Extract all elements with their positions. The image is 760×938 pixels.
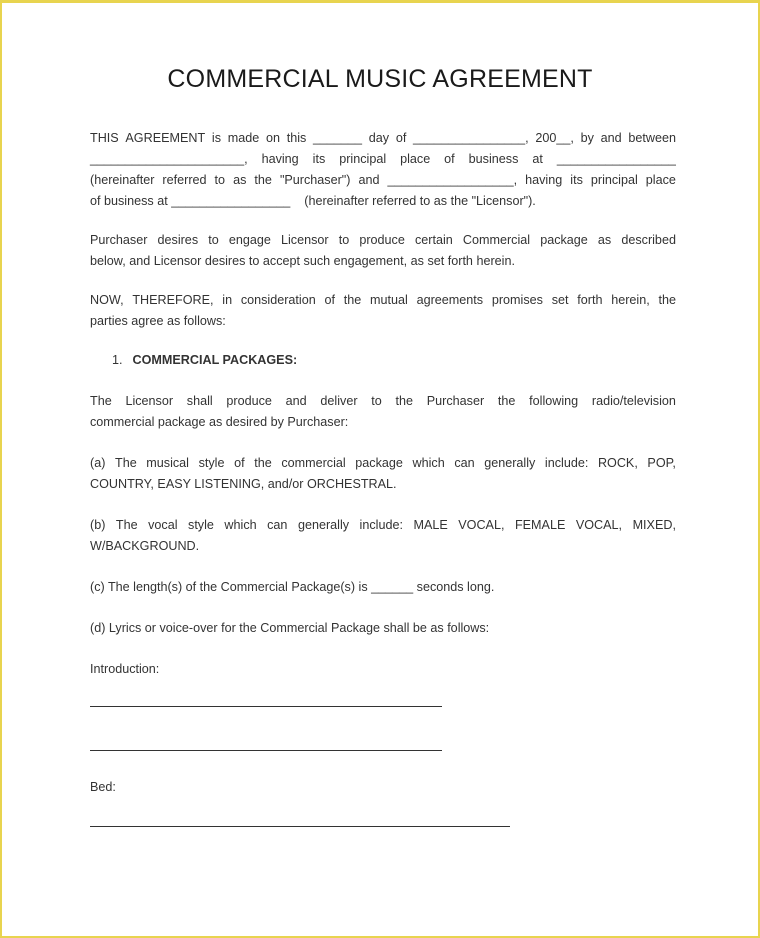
clause-a-line-1-text-word: the <box>254 456 272 470</box>
clause-b-line-1-text-word: which <box>224 518 257 532</box>
purpose-line-1-text-word: package <box>540 233 588 247</box>
intro-line-3-text-word: the <box>254 173 272 187</box>
introduction-blank-line-2[interactable] <box>90 750 442 751</box>
intro-line-1-text-word: on <box>265 131 280 145</box>
section-1-number: 1. <box>112 353 123 367</box>
now-line-1-text-word: NOW, <box>90 293 124 307</box>
section-1-intro-line-1-text-word: and <box>285 394 307 408</box>
document-body <box>90 128 676 827</box>
section-1-intro-line-1-text-word: The <box>90 394 112 408</box>
intro-line-1-text-word: is <box>211 131 222 145</box>
purpose-line-1-text-word: to <box>208 233 219 247</box>
now-line-1 <box>90 290 676 311</box>
now-line-1-text-word: the <box>658 293 676 307</box>
clause-a-line-1-text-word: which <box>412 456 445 470</box>
bed-label: Bed: <box>90 780 116 794</box>
intro-line-3-text-word: __________________, <box>387 173 518 187</box>
intro-line-3 <box>90 170 676 191</box>
purpose-line-1 <box>90 230 676 251</box>
section-1-intro-line-1-text-word: Licensor <box>125 394 174 408</box>
purpose-line-1-text-word: certain <box>414 233 453 247</box>
clause-b-line-1-text-word: generally <box>297 518 350 532</box>
clause-a-line-1-text-word: include: <box>544 456 589 470</box>
purpose-line-2: below, and Licensor desires to accept such engagement, as set forth herein. <box>90 254 515 268</box>
introduction-label: Introduction: <box>90 662 160 676</box>
intro-line-1-text-word: 200__, <box>535 131 574 145</box>
clause-a-line-1-text-word: commercial <box>281 456 346 470</box>
purpose-line-1-text-word: produce <box>359 233 405 247</box>
intro-line-2-word: at <box>532 152 543 166</box>
intro-paragraph <box>90 128 676 212</box>
clause-b-line-1-text-word: MIXED, <box>632 518 676 532</box>
section-1-intro-line-1 <box>90 391 676 412</box>
intro-line-3-text-word: having <box>525 173 563 187</box>
clause-b-line-1-text-word: can <box>267 518 288 532</box>
intro-line-2-word: business <box>468 152 519 166</box>
intro-line-1-text-word: day <box>368 131 390 145</box>
clause-a-line-1 <box>90 453 676 474</box>
now-line-1-text-word: promises <box>491 293 543 307</box>
document-title: COMMERCIAL MUSIC AGREEMENT <box>167 65 593 93</box>
clause-a-line-1-text-word: musical <box>146 456 189 470</box>
section-1-intro-line-1-text-word: following <box>529 394 579 408</box>
purpose-paragraph <box>90 230 676 272</box>
clause-b-line-1-text-word: The <box>115 518 138 532</box>
clause-a-line-1-text-word: (a) <box>90 456 106 470</box>
clause-b <box>90 515 676 557</box>
now-line-1-text-word: forth <box>577 293 603 307</box>
now-line-1-text-word: THEREFORE, <box>132 293 214 307</box>
intro-line-3-text-word: and <box>358 173 380 187</box>
purpose-line-1-text-word: to <box>338 233 350 247</box>
intro-line-1-text-word: of <box>395 131 407 145</box>
clause-a-line-1-text-word: POP, <box>647 456 676 470</box>
clause-c <box>90 577 676 598</box>
section-1-intro-line-1-text-word: the <box>395 394 414 408</box>
section-1-intro-line-1-text-word: produce <box>226 394 272 408</box>
clause-b-line-1-text-word: MALE <box>413 518 448 532</box>
section-1-title: COMMERCIAL PACKAGES: <box>132 353 298 367</box>
intro-line-1 <box>90 128 676 149</box>
clause-d <box>90 618 676 639</box>
intro-line-2-word: having <box>261 152 299 166</box>
section-1-intro-line-1-text-word: shall <box>186 394 213 408</box>
intro-line-1-text-word: ________________, <box>413 131 529 145</box>
clause-a-line-1-text-word: ROCK, <box>597 456 638 470</box>
section-1-intro-line-2: commercial package as desired by Purchaser: <box>90 415 349 429</box>
now-line-1-text-word: agreements <box>416 293 484 307</box>
intro-line-1-text-word: this <box>286 131 307 145</box>
intro-line-3-text-word: its <box>570 173 583 187</box>
clause-b-line-1-text-word: VOCAL, <box>575 518 623 532</box>
intro-line-2-word: place <box>400 152 431 166</box>
now-line-1-text-word: mutual <box>370 293 408 307</box>
clause-a-line-1-text-word: package <box>355 456 403 470</box>
intro-line-1-text-word: by <box>580 131 594 145</box>
section-1-intro-line-1-text-word: Purchaser <box>426 394 485 408</box>
clause-b-line-1-text-word: include: <box>359 518 403 532</box>
now-line-1-text-word: set <box>551 293 569 307</box>
purpose-line-1-text-word: Purchaser <box>90 233 148 247</box>
clause-b-line-1-text-word: VOCAL, <box>458 518 505 532</box>
clause-a-line-1-text-word: of <box>234 456 245 470</box>
intro-line-3-text-word: as <box>233 173 247 187</box>
intro-line-1-text-word: _______ <box>313 131 363 145</box>
now-line-1-text-word: of <box>324 293 336 307</box>
intro-line-3-text-word: to <box>214 173 226 187</box>
clause-a-line-2: COUNTRY, EASY LISTENING, and/or ORCHESTRAL. <box>90 477 397 491</box>
intro-line-1-text-word: made <box>227 131 260 145</box>
clause-a-line-1-text-word: The <box>115 456 137 470</box>
intro-line-2-word: of <box>444 152 455 166</box>
intro-line-1-text-word: THIS <box>90 131 119 145</box>
introduction-blank-line-1[interactable] <box>90 706 442 707</box>
intro-line-3-text-word: referred <box>162 173 207 187</box>
intro-line-3-text-word: "Purchaser") <box>279 173 351 187</box>
now-line-1-text-word: in <box>222 293 233 307</box>
intro-line-3-text-word: place <box>645 173 676 187</box>
section-1-intro-line-1-text-word: the <box>497 394 516 408</box>
bed-blank-line[interactable] <box>90 826 510 827</box>
purpose-line-1-text-word: as <box>597 233 612 247</box>
clause-b-line-1-text-word: style <box>188 518 214 532</box>
intro-line-2-word: principal <box>339 152 387 166</box>
section-1-intro-line-1-text-word: deliver <box>320 394 358 408</box>
clause-a-line-1-text-word: generally <box>484 456 536 470</box>
clause-b-line-1 <box>90 515 676 536</box>
clause-a-line-1-text-word: style <box>198 456 225 470</box>
clause-a <box>90 453 676 495</box>
intro-line-2 <box>90 149 676 170</box>
purpose-line-1-text-word: desires <box>157 233 199 247</box>
intro-line-1-text-word: AGREEMENT <box>125 131 206 145</box>
intro-line-2-word: _________________ <box>556 152 676 166</box>
intro-line-4: of business at _________________ (hereinafter referred to as the "Licensor"). <box>90 194 536 208</box>
now-line-2: parties agree as follows: <box>90 314 226 328</box>
clause-b-line-2: W/BACKGROUND. <box>90 539 200 553</box>
purpose-line-1-text-word: described <box>621 233 676 247</box>
intro-line-2-word: its <box>312 152 326 166</box>
section-1-heading <box>112 350 676 371</box>
intro-line-3-text-word: (hereinafter <box>90 173 155 187</box>
section-1-intro-line-1-text-word: to <box>371 394 382 408</box>
clause-b-line-1-text-word: (b) <box>90 518 106 532</box>
purpose-line-1-text-word: engage <box>228 233 271 247</box>
intro-line-1-text-word: and <box>600 131 622 145</box>
intro-line-1-text-word: between <box>628 131 676 145</box>
clause-a-line-1-text-word: can <box>454 456 475 470</box>
now-line-1-text-word: consideration <box>240 293 316 307</box>
now-line-1-text-word: the <box>343 293 362 307</box>
clause-d-text: (d) Lyrics or voice-over for the Commercial Package shall be as follows: <box>90 621 490 635</box>
now-therefore-paragraph <box>90 290 676 332</box>
clause-b-line-1-text-word: vocal <box>148 518 178 532</box>
intro-line-2-word: ______________________, <box>90 152 248 166</box>
purpose-line-1-text-word: Licensor <box>281 233 329 247</box>
now-line-1-text-word: herein, <box>611 293 650 307</box>
purpose-line-1-text-word: Commercial <box>462 233 531 247</box>
clause-c-text: (c) The length(s) of the Commercial Package(s) is ______ seconds long. <box>90 580 495 594</box>
section-1-intro <box>90 391 676 433</box>
intro-line-3-text-word: principal <box>590 173 638 187</box>
section-1-intro-line-1-text-word: radio/television <box>591 394 676 408</box>
clause-b-line-1-text-word: FEMALE <box>514 518 566 532</box>
